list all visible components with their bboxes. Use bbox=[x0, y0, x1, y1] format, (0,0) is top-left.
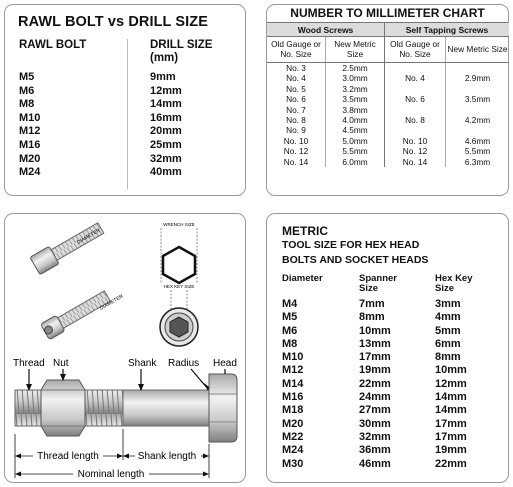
metric-diameter: M22 bbox=[282, 430, 304, 443]
diameter-label: DIAMETER bbox=[76, 227, 102, 246]
rawl-row bbox=[19, 112, 234, 126]
mm-chart-row bbox=[267, 63, 509, 74]
mm-chart-cell: 5.5mm bbox=[446, 146, 510, 156]
mm-chart-cell: 4.0mm bbox=[326, 115, 385, 125]
sub-header: Old Gauge or No. Size bbox=[267, 37, 326, 63]
metric-row bbox=[282, 364, 502, 377]
bolt-diagram-panel bbox=[4, 213, 246, 483]
hex-key-size-label: HEX KEY SIZE bbox=[163, 284, 195, 289]
head-label: Head bbox=[213, 358, 237, 369]
mm-chart-cell: No. 14 bbox=[385, 157, 446, 167]
metric-spanner: 7mm bbox=[359, 298, 385, 310]
hex-nut-icon bbox=[163, 247, 195, 283]
sub-header: Old Gauge or No. Size bbox=[385, 37, 446, 63]
metric-row bbox=[282, 458, 502, 471]
mm-chart-cell bbox=[446, 125, 510, 135]
metric-hexkey: 14mm bbox=[435, 391, 467, 404]
mm-chart-cell bbox=[446, 84, 510, 94]
rawl-bolt-size: M10 bbox=[19, 111, 41, 124]
metric-diameter: M24 bbox=[282, 444, 304, 457]
metric-spanner: 19mm bbox=[359, 364, 391, 377]
hex-bolt-illustration bbox=[30, 219, 106, 274]
rawl-col-drill-unit: (mm) bbox=[150, 52, 179, 64]
metric-diameter: M16 bbox=[282, 391, 304, 404]
rawl-rows bbox=[19, 71, 234, 180]
mm-chart-cell: 4.6mm bbox=[446, 136, 510, 146]
rawl-bolt-panel bbox=[4, 4, 246, 196]
mm-chart-cell: 3.5mm bbox=[326, 94, 385, 104]
mm-chart-title: NUMBER TO MILLIMETER CHART bbox=[267, 5, 508, 23]
rawl-bolt-size: M24 bbox=[19, 166, 41, 179]
rawl-row bbox=[19, 98, 234, 112]
mm-chart-cell bbox=[385, 125, 446, 135]
mm-chart-cell bbox=[385, 63, 446, 74]
metric-spanner: 17mm bbox=[359, 351, 391, 364]
number-to-mm-panel bbox=[266, 4, 509, 196]
mm-chart-cell bbox=[385, 105, 446, 115]
sub-header: New Metric Size bbox=[326, 37, 385, 63]
metric-row bbox=[282, 404, 502, 417]
metric-spanner: 8mm bbox=[359, 311, 385, 324]
metric-row bbox=[282, 418, 502, 431]
mm-chart-cell: 5.0mm bbox=[326, 136, 385, 146]
mm-chart-row bbox=[267, 105, 509, 115]
mm-chart-row bbox=[267, 94, 509, 104]
nominal-length-label: Nominal length bbox=[77, 469, 145, 480]
metric-spanner: 22mm bbox=[359, 377, 391, 390]
mm-chart-cell: No. 7 bbox=[286, 104, 306, 115]
rawl-row bbox=[19, 153, 234, 167]
group-self-tapping: Self Tapping Screws bbox=[385, 23, 510, 37]
shank-label: Shank bbox=[128, 358, 157, 369]
metric-hexkey: 8mm bbox=[435, 351, 461, 364]
mm-chart-cell: No. 8 bbox=[385, 115, 446, 125]
mm-chart-cell: No. 6 bbox=[286, 94, 306, 105]
mm-chart-cell: No. 4 bbox=[286, 73, 306, 84]
socket-bolt-illustration bbox=[41, 288, 112, 340]
metric-row bbox=[282, 431, 502, 444]
metric-diameter: M12 bbox=[282, 364, 304, 377]
mm-chart-cell: 3.8mm bbox=[326, 105, 385, 115]
mm-chart-cell: 5.5mm bbox=[326, 146, 385, 156]
mm-chart-cell bbox=[385, 84, 446, 94]
rawl-bolt-size: M6 bbox=[19, 84, 35, 97]
rawl-title: RAWL BOLT vs DRILL SIZE bbox=[18, 14, 209, 30]
metric-hexkey: 5mm bbox=[435, 324, 461, 337]
mm-chart-row bbox=[267, 125, 509, 135]
rawl-col-drill-header bbox=[150, 39, 212, 65]
metric-col-spanner: Spanner Size bbox=[359, 273, 398, 294]
wrench-size-label: WRENCH SIZE bbox=[163, 222, 195, 227]
metric-spanner: 32mm bbox=[359, 430, 391, 443]
metric-row bbox=[282, 378, 502, 391]
metric-col-diameter: Diameter bbox=[282, 273, 323, 284]
mm-chart-row bbox=[267, 115, 509, 125]
mm-chart-row bbox=[267, 157, 509, 167]
rawl-bolt-size: M20 bbox=[19, 152, 41, 165]
metric-spanner: 10mm bbox=[359, 324, 391, 337]
metric-hexkey: 17mm bbox=[435, 430, 467, 443]
diameter-label-2: DIAMETER bbox=[99, 293, 125, 312]
rawl-bolt-size: M5 bbox=[19, 71, 35, 83]
mm-chart-row bbox=[267, 146, 509, 156]
mm-chart-cell: 3.0mm bbox=[326, 73, 385, 83]
metric-col-hexkey: Hex Key Size bbox=[435, 273, 473, 294]
rawl-drill-size: 12mm bbox=[150, 84, 182, 97]
metric-row bbox=[282, 325, 502, 338]
nut-label: Nut bbox=[53, 358, 69, 369]
metric-diameter: M5 bbox=[282, 311, 298, 324]
mm-chart-body bbox=[267, 63, 509, 168]
mm-chart-cell: No. 10 bbox=[283, 135, 309, 146]
metric-hexkey: 3mm bbox=[435, 298, 461, 310]
rawl-row bbox=[19, 166, 234, 180]
mm-chart-row bbox=[267, 73, 509, 83]
metric-row bbox=[282, 444, 502, 457]
metric-subtitle-2: BOLTS AND SOCKET HEADS bbox=[282, 254, 429, 266]
rawl-row bbox=[19, 139, 234, 153]
mm-chart-cell: 4.5mm bbox=[326, 125, 385, 135]
mm-chart-cell: No. 3 bbox=[286, 63, 306, 73]
mm-chart-cell bbox=[446, 63, 510, 74]
metric-row bbox=[282, 391, 502, 404]
rawl-drill-size: 16mm bbox=[150, 111, 182, 124]
metric-spanner: 13mm bbox=[359, 337, 391, 350]
metric-diameter: M14 bbox=[282, 377, 304, 390]
mm-chart-cell: No. 9 bbox=[286, 125, 306, 136]
mm-chart-cell: No. 10 bbox=[385, 136, 446, 146]
rawl-col-bolt-header: RAWL BOLT bbox=[19, 39, 87, 51]
mm-chart-cell: 2.9mm bbox=[446, 73, 510, 83]
mm-chart-cell: No. 12 bbox=[385, 146, 446, 156]
mm-chart-row bbox=[267, 84, 509, 94]
metric-spanner: 36mm bbox=[359, 444, 391, 457]
mm-chart-cell: 4.2mm bbox=[446, 115, 510, 125]
metric-hexkey: 6mm bbox=[435, 337, 461, 350]
mm-chart-cell: 6.0mm bbox=[326, 157, 385, 167]
metric-row bbox=[282, 338, 502, 351]
mm-chart-cell: 3.2mm bbox=[326, 84, 385, 94]
mm-chart-table bbox=[267, 23, 509, 167]
rawl-row bbox=[19, 71, 234, 85]
metric-rows bbox=[282, 298, 502, 471]
metric-hexkey: 22mm bbox=[435, 457, 467, 470]
metric-title: METRIC bbox=[282, 224, 328, 238]
rawl-drill-size: 32mm bbox=[150, 152, 182, 165]
mm-chart-cell bbox=[446, 105, 510, 115]
group-wood-screws: Wood Screws bbox=[267, 23, 385, 37]
sub-header: New Metric Size bbox=[446, 37, 510, 63]
rawl-drill-size: 25mm bbox=[150, 138, 182, 151]
mm-chart-cell: No. 4 bbox=[385, 73, 446, 83]
metric-row bbox=[282, 311, 502, 324]
metric-hexkey: 19mm bbox=[435, 444, 467, 457]
rawl-drill-size: 20mm bbox=[150, 125, 182, 138]
rawl-bolt-size: M12 bbox=[19, 125, 41, 138]
metric-row bbox=[282, 298, 502, 311]
metric-spanner: 30mm bbox=[359, 417, 391, 430]
mm-chart-cell: 3.5mm bbox=[446, 94, 510, 104]
metric-hexkey: 14mm bbox=[435, 404, 467, 417]
rawl-col-drill-label: DRILL SIZE bbox=[150, 39, 213, 51]
metric-spanner: 27mm bbox=[359, 404, 391, 417]
metric-hexkey: 4mm bbox=[435, 311, 461, 324]
rawl-drill-size: 14mm bbox=[150, 98, 182, 111]
rawl-drill-size: 9mm bbox=[150, 71, 176, 83]
metric-subtitle-1: TOOL SIZE FOR HEX HEAD bbox=[282, 239, 420, 251]
mm-chart-cell: No. 6 bbox=[385, 94, 446, 104]
metric-hexkey: 12mm bbox=[435, 377, 467, 390]
bolt-diagram bbox=[5, 214, 245, 482]
metric-spanner: 46mm bbox=[359, 457, 391, 470]
mm-chart-cell: No. 8 bbox=[286, 115, 306, 126]
rawl-drill-size: 40mm bbox=[150, 166, 182, 179]
metric-diameter: M8 bbox=[282, 337, 298, 350]
metric-diameter: M20 bbox=[282, 417, 304, 430]
metric-tool-size-panel bbox=[266, 213, 509, 483]
thread-label: Thread bbox=[13, 358, 45, 369]
mm-chart-cell: 2.5mm bbox=[326, 63, 385, 74]
rawl-row bbox=[19, 85, 234, 99]
metric-hexkey: 17mm bbox=[435, 417, 467, 430]
mm-chart-cell: No. 12 bbox=[283, 146, 309, 157]
metric-diameter: M18 bbox=[282, 404, 304, 417]
mm-chart-cell: 6.3mm bbox=[446, 157, 510, 167]
metric-spanner: 24mm bbox=[359, 391, 391, 404]
metric-hexkey: 10mm bbox=[435, 364, 467, 377]
mm-chart-row bbox=[267, 136, 509, 146]
metric-diameter: M30 bbox=[282, 457, 304, 470]
rawl-bolt-size: M8 bbox=[19, 98, 35, 111]
radius-label: Radius bbox=[168, 358, 200, 369]
thread-length-label: Thread length bbox=[37, 451, 99, 462]
metric-row bbox=[282, 351, 502, 364]
metric-diameter: M4 bbox=[282, 298, 298, 310]
metric-diameter: M10 bbox=[282, 351, 304, 364]
metric-diameter: M6 bbox=[282, 324, 298, 337]
mm-chart-cell: No. 14 bbox=[283, 156, 309, 167]
rawl-row bbox=[19, 125, 234, 139]
mm-chart-cell: No. 5 bbox=[286, 83, 306, 94]
shank-length-label: Shank length bbox=[137, 451, 197, 462]
rawl-bolt-size: M16 bbox=[19, 138, 41, 151]
